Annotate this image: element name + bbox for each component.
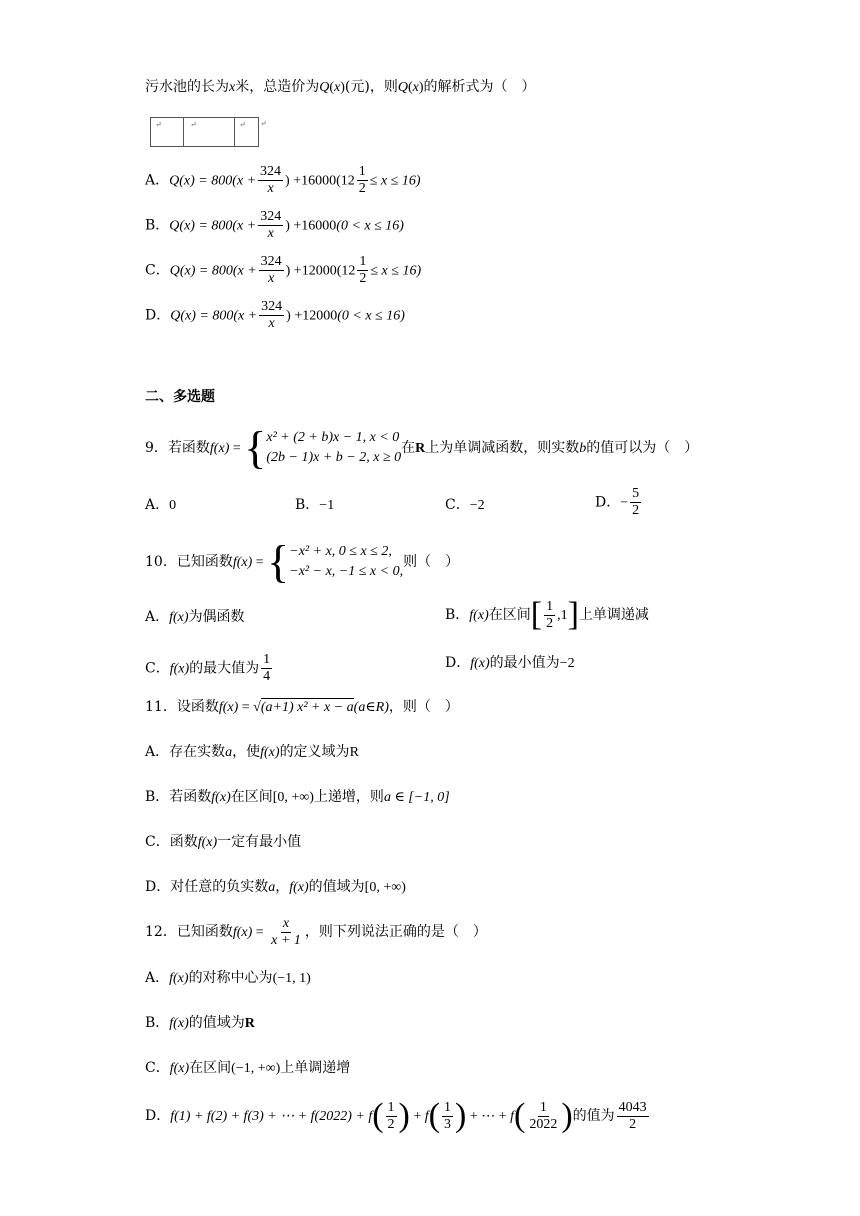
q12-option-a[interactable]: A．f(x)的对称中心为(−1, 1) [145,970,311,986]
question-11-stem: 11．设函数f(x) = √(a+1) x² + x − a(a∈R)，则（ ） [145,699,459,715]
q8-option-d[interactable]: D．Q(x) = 800(x + $\frac{324}{x}$ ) +12000(0 < x ≤ 16) [145,299,405,331]
q10-option-d[interactable]: D．f(x)的最小值为−2 [445,655,575,671]
q9-option-d[interactable]: D．− $\frac{5}{2}$ [595,486,640,518]
question-12-stem: 12．已知函数f(x) = $\frac{x}{x + 1}$ ，则下列说法正确的是（ ） [145,915,487,948]
question-8-stem: 污水池的长为x米，总造价为Q(x)(元)，则Q(x)的解析式为（ ） [145,79,536,95]
q8-option-c[interactable]: C．Q(x) = 800(x + $\frac{324}{x}$ ) +12000(12 $\frac{1}{2}$ ≤ x ≤ 16) [145,254,422,286]
section-heading: 二、多选题 [145,389,215,405]
q10-option-a[interactable]: A．f(x)为偶函数 [145,609,245,625]
q10-option-c[interactable]: C．f(x)的最大值为 $\frac{1}{4}$ [145,652,271,684]
q11-option-c[interactable]: C．函数f(x)一定有最小值 [145,834,302,850]
q11-option-a[interactable]: A．存在实数a，使f(x)的定义域为R [145,744,359,760]
q9-option-a[interactable]: A．0 [145,497,177,513]
question-9-stem: 9．若函数f(x) = { x² + (2 + b)x − 1, x < 0 (2b − 1)x + b − 2, x ≥ 0 在R上为单调减函数，则实数b的值可以为（ ） [145,422,699,473]
figure-cell-middle: ↵ [183,117,235,147]
figure-cell-left: ↵ [150,117,184,147]
q9-option-b[interactable]: B．−1 [295,497,335,513]
q12-option-b[interactable]: B．f(x)的值域为R [145,1015,255,1031]
q8-option-a[interactable]: A．Q(x) = 800(x + $\frac{324}{x}$ ) +16000(12 $\frac{1}{2}$ ≤ x ≤ 16) [145,164,421,196]
q9-option-c[interactable]: C．−2 [445,497,485,513]
question-10-stem: 10．已知函数f(x) = { −x² + x, 0 ≤ x ≤ 2, −x² − x, −1 ≤ x < 0, 则（ ） [145,536,460,587]
figure-cell-right: ↵ [234,117,259,147]
q11-option-d[interactable]: D．对任意的负实数a，f(x)的值域为[0, +∞) [145,879,406,895]
q8-option-b[interactable]: B．Q(x) = 800(x + $\frac{324}{x}$ ) +16000(0 < x ≤ 16) [145,209,404,241]
q12-option-d[interactable]: D．f(1) + f(2) + f(3) + ⋯ + f(2022) + f( $\frac{1}{2}$ ) + f( $\frac{1}{3}$ ) + ⋯ + f( $\frac{1}{2022}$ )的值为 $\frac{4043}{2}$ [145,1097,647,1134]
q10-option-b[interactable]: B．f(x)在区间[ $\frac{1}{2}$ ,1]上单调递减 [445,596,649,633]
q11-option-b[interactable]: B．若函数f(x)在区间[0, +∞)上递增，则a ∈ [−1, 0] [145,789,450,805]
q12-option-c[interactable]: C．f(x)在区间(−1, +∞)上单调递增 [145,1060,351,1076]
